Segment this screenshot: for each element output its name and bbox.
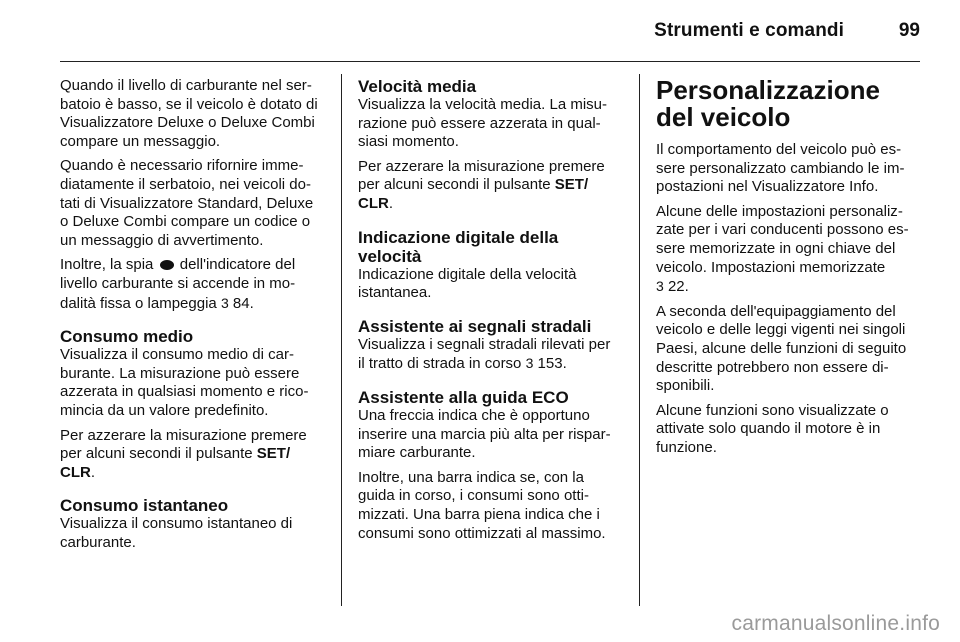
column-divider bbox=[341, 74, 342, 606]
section-consumo-istantaneo bbox=[60, 496, 322, 552]
column-1 bbox=[60, 77, 322, 558]
section-segnali-stradali bbox=[358, 317, 620, 374]
arrow-ref-icon: 3 bbox=[656, 278, 664, 295]
paragraph: Quando è necessario rifornire immediatamente il serbatoio, nei veicoli dotati di Visualizzatore Standard, Deluxe o Deluxe Combi compare un codice o un messaggio di avvertimento. bbox=[60, 157, 314, 249]
section-heading: Velocità media bbox=[358, 77, 477, 96]
section-heading: Consumo istantaneo bbox=[60, 496, 229, 516]
set-clr-button-label: SET/ CLR bbox=[358, 176, 589, 212]
paragraph: A seconda dell'equipaggiamento del veicolo e delle leggi vigenti nei singoli Paesi, alcune delle funzioni di seguito descritte potrebbero non essere disponibili. bbox=[656, 302, 907, 395]
watermark: carmanualsonline.info bbox=[731, 612, 940, 635]
column-3 bbox=[656, 77, 922, 464]
paragraph: Visualizza il consumo medio di carburante. La misurazione può essere azzerata in qualsiasi momento e ricomincia da un valore predefinito. bbox=[60, 346, 309, 419]
section-heading: Indicazione digitale della velocità bbox=[358, 227, 559, 266]
paragraph: Quando il livello di carburante nel serbatoio è basso, se il veicolo è dotato di Visualizzatore Deluxe o Deluxe Combi compare un messaggio. bbox=[60, 77, 318, 150]
section-consumo-medio bbox=[60, 327, 322, 482]
paragraph: Il comportamento del veicolo può essere personalizzato cambiando le impostazioni nel Visualizzatore Info. bbox=[656, 141, 905, 196]
section-guida-eco bbox=[358, 388, 620, 543]
section-heading: Consumo medio bbox=[60, 327, 194, 347]
paragraph: Visualizza la velocità media. La misurazione può essere azzerata in qualsiasi momento. bbox=[358, 96, 608, 151]
arrow-ref-icon: 3 bbox=[220, 294, 229, 311]
section-indicazione-digitale bbox=[358, 228, 620, 303]
chapter-heading: Personalizzazione del veicolo bbox=[656, 75, 880, 132]
page-reference-link[interactable]: 84. bbox=[232, 294, 254, 312]
paragraph: Alcune delle impostazioni personalizzate per i vari conducenti possono essere memorizzate in ogni chiave del veicolo. Impostazioni memorizzate 3 22. bbox=[656, 202, 909, 296]
paragraph: Per azzerare la misurazione premere per alcuni secondi il pulsante SET/ CLR. bbox=[358, 157, 605, 212]
page-number: 99 bbox=[898, 20, 920, 41]
fuel-warning-lamp-icon bbox=[160, 260, 174, 270]
paragraph: Una freccia indica che è opportuno inserire una marcia più alta per risparmiare carburante. bbox=[358, 406, 611, 462]
paragraph: Indicazione digitale della velocità istantanea. bbox=[358, 265, 577, 302]
page-title: Strumenti e comandi bbox=[654, 20, 844, 41]
set-clr-button-label: SET/ CLR bbox=[60, 445, 291, 481]
paragraph: Alcune funzioni sono visualizzate o attivate solo quando il motore è in funzione. bbox=[656, 401, 889, 456]
arrow-ref-icon: 3 bbox=[525, 355, 534, 372]
page-reference-link[interactable]: 153. bbox=[537, 355, 567, 373]
paragraph: Inoltre, una barra indica se, con la guida in corso, i consumi sono ottimizzati. Una barra piena indica che i consumi sono ottimizzati al massimo. bbox=[358, 468, 606, 542]
section-heading: Assistente alla guida ECO bbox=[358, 387, 569, 407]
page-reference-link[interactable]: 22. bbox=[667, 278, 689, 296]
column-divider bbox=[639, 74, 640, 606]
paragraph: Inoltre, la spia dell'indicatore del livello carburante si accende in modalità fissa o lampeggia 3 84. bbox=[60, 256, 296, 312]
paragraph: Visualizza il consumo istantaneo di carburante. bbox=[60, 515, 293, 551]
column-2 bbox=[358, 77, 620, 549]
header-rule bbox=[60, 61, 920, 62]
paragraph: Visualizza i segnali stradali rilevati per il tratto di strada in corso 3 153. bbox=[358, 335, 611, 373]
paragraph: Per azzerare la misurazione premere per alcuni secondi il pulsante SET/ CLR. bbox=[60, 426, 307, 481]
page-header bbox=[60, 0, 920, 62]
section-heading: Assistente ai segnali stradali bbox=[358, 316, 592, 336]
